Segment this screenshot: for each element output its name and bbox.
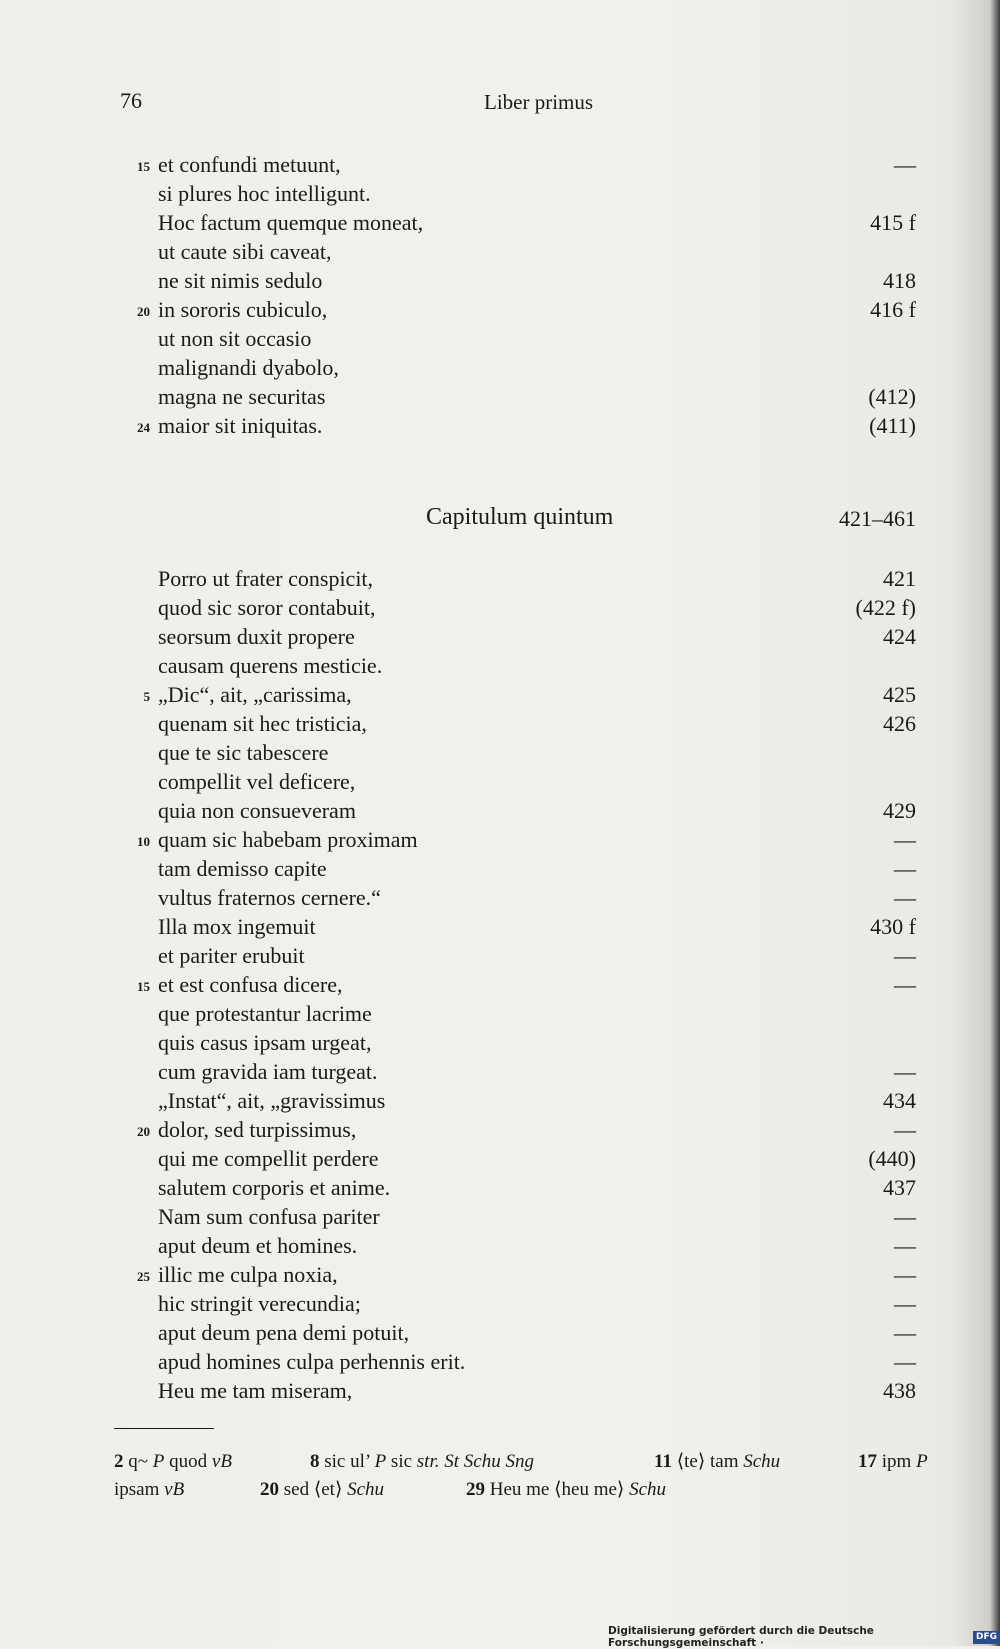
concordance-ref: — (894, 827, 916, 852)
footnote-number: 17 (858, 1451, 877, 1472)
verse-text: in sororis cubiculo, (158, 297, 328, 322)
verse-line (0, 883, 1000, 912)
concordance-ref: 434 (883, 1088, 916, 1113)
verse-text: aput deum et homines. (158, 1233, 358, 1258)
concordance-ref: 437 (883, 1175, 916, 1200)
concordance-ref: 425 (883, 682, 916, 707)
footnote-number: 29 (466, 1479, 485, 1500)
verse-line (0, 970, 1000, 999)
verse-line (0, 738, 1000, 767)
verse-line (0, 1144, 1000, 1173)
footnote-text: sic ul’ (324, 1451, 375, 1472)
concordance-ref: 429 (883, 798, 916, 823)
verse-line (0, 1202, 1000, 1231)
verse-line (0, 1057, 1000, 1086)
line-number: 20 (137, 304, 150, 319)
footnote-text: ipsam (114, 1479, 165, 1500)
verse-text: que te sic tabescere (158, 740, 329, 765)
concordance-ref: — (894, 1320, 916, 1345)
footnote-17 (858, 1448, 928, 1476)
verse-line (0, 1289, 1000, 1318)
footnote-20 (260, 1476, 384, 1504)
line-number: 10 (137, 834, 150, 849)
verse-text: dolor, sed turpissimus, (158, 1117, 357, 1142)
footnote-row (114, 1448, 954, 1476)
verse-text: que protestantur lacrime (158, 1001, 372, 1026)
verse-text: et est confusa dicere, (158, 972, 343, 997)
verse-line (0, 1376, 1000, 1405)
concordance-ref: 415 f (870, 210, 916, 235)
verse-text: qui me compellit perdere (158, 1146, 379, 1171)
verse-text: quam sic habebam proximam (158, 827, 418, 852)
line-number: 20 (137, 1124, 150, 1139)
verse-text: quod sic soror contabuit, (158, 595, 376, 620)
concordance-ref: (422 f) (855, 595, 916, 620)
concordance-ref: — (894, 943, 916, 968)
footnote-29 (466, 1476, 666, 1504)
footnote-number: 2 (114, 1451, 124, 1472)
concordance-ref: — (894, 1059, 916, 1084)
concordance-ref: 421 (883, 566, 916, 591)
verse-text: Nam sum confusa pariter (158, 1204, 380, 1229)
verse-text: malignandi dyabolo, (158, 355, 339, 380)
verse-line (0, 1347, 1000, 1376)
concordance-ref: — (894, 152, 916, 177)
verse-line (0, 825, 1000, 854)
concordance-ref: — (894, 1233, 916, 1258)
concordance-ref: — (894, 1204, 916, 1229)
line-number: 15 (137, 979, 150, 994)
concordance-ref: 416 f (870, 297, 916, 322)
verse-line (0, 295, 1000, 324)
footnote-text: sed ⟨et⟩ (283, 1479, 348, 1500)
line-number: 5 (143, 689, 150, 704)
footnotes (114, 1448, 954, 1504)
verse-text: salutem corporis et anime. (158, 1175, 391, 1200)
concordance-ref: (411) (869, 413, 916, 438)
footnote-siglum: P (148, 1451, 165, 1472)
concordance-ref: (440) (868, 1146, 916, 1171)
concordance-ref: 426 (883, 711, 916, 736)
concordance-ref: — (894, 1117, 916, 1142)
footnote-11 (654, 1448, 780, 1476)
verse-line (0, 999, 1000, 1028)
footnote-text: ipm (881, 1451, 917, 1472)
verse-text: magna ne securitas (158, 384, 326, 409)
line-number: 24 (137, 420, 150, 435)
verse-line (0, 237, 1000, 266)
verse-line (0, 208, 1000, 237)
verse-text: aput deum pena demi potuit, (158, 1320, 410, 1345)
verse-line (0, 382, 1000, 411)
verse-line (0, 1086, 1000, 1115)
verse-line (0, 353, 1000, 382)
verse-line (0, 150, 1000, 179)
verse-line (0, 1231, 1000, 1260)
page-number: 76 (120, 88, 142, 113)
verse-text: „Instat“, ait, „gravissimus (158, 1088, 386, 1113)
footnote-row (114, 1476, 954, 1504)
verse-text: ut non sit occasio (158, 326, 312, 351)
verse-text: maior sit iniquitas. (158, 413, 323, 438)
verse-line (0, 651, 1000, 680)
verse-text: quenam sit hec tristicia, (158, 711, 367, 736)
verse-line (0, 1028, 1000, 1057)
concordance-ref: (412) (868, 384, 916, 409)
footnote-number: 11 (654, 1451, 672, 1472)
verse-line (0, 593, 1000, 622)
digitization-credit (608, 1625, 1000, 1649)
concordance-ref: 430 f (870, 914, 916, 939)
footnote-text: sic (386, 1451, 417, 1472)
footnote-rule (114, 1428, 214, 1429)
verse-text: et pariter erubuit (158, 943, 305, 968)
footnote-siglum: Schu (743, 1451, 781, 1472)
chapter-title: Capitulum quintum (426, 504, 614, 530)
verse-line (0, 411, 1000, 440)
footnote-siglum: vB (211, 1451, 232, 1472)
verse-text: cum gravida iam turgeat. (158, 1059, 378, 1084)
line-number: 25 (137, 1269, 150, 1284)
verse-text: compellit vel deficere, (158, 769, 356, 794)
footnote-2 (114, 1448, 232, 1476)
verse-text: tam demisso capite (158, 856, 327, 881)
footnote-text: q (128, 1451, 138, 1472)
footnote-text: ⟨te⟩ tam (676, 1451, 744, 1472)
chapter-range: 421–461 (839, 506, 916, 531)
dfg-logo: DFG (973, 1631, 1000, 1644)
verse-text: apud homines culpa perhennis erit. (158, 1349, 466, 1374)
concordance-ref: — (894, 1291, 916, 1316)
page-header (0, 88, 1000, 118)
verse-text: Heu me tam miseram, (158, 1378, 353, 1403)
verse-text: ut caute sibi caveat, (158, 239, 332, 264)
line-number: 15 (137, 159, 150, 174)
verse-line (0, 680, 1000, 709)
verse-text: Porro ut frater conspicit, (158, 566, 374, 591)
footnote-siglum: vB (164, 1479, 185, 1500)
verse-line (0, 767, 1000, 796)
footnote-number: 8 (310, 1451, 320, 1472)
verse-text: si plures hoc intelligunt. (158, 181, 371, 206)
verse-line (0, 1115, 1000, 1144)
verse-text: illic me culpa noxia, (158, 1262, 338, 1287)
verse-text: Hoc factum quemque moneat, (158, 210, 424, 235)
footnote-text: Heu me ⟨heu me⟩ (489, 1479, 630, 1500)
concordance-ref: — (894, 856, 916, 881)
verse-line (0, 266, 1000, 295)
concordance-ref: 438 (883, 1378, 916, 1403)
credit-text: Digitalisierung gefördert durch die Deutsche Forschungsgemeinschaft · (608, 1625, 874, 1649)
footnote-siglum: Schu (347, 1479, 385, 1500)
verse-line (0, 622, 1000, 651)
verse-line (0, 796, 1000, 825)
footnote-siglum: str. St Schu Sng (416, 1451, 534, 1472)
footnote-17-continued (114, 1476, 184, 1504)
verse-line (0, 1173, 1000, 1202)
verse-text: „Dic“, ait, „carissima, (158, 682, 352, 707)
verse-line (0, 709, 1000, 738)
verse-text: quis casus ipsam urgeat, (158, 1030, 372, 1055)
verse-line (0, 179, 1000, 208)
verse-line (0, 1260, 1000, 1289)
verse-text: Illa mox ingemuit (158, 914, 316, 939)
verse-line (0, 564, 1000, 593)
concordance-ref: — (894, 1262, 916, 1287)
verse-line (0, 854, 1000, 883)
concordance-ref: — (894, 885, 916, 910)
concordance-ref: 424 (883, 624, 916, 649)
concordance-ref: — (894, 1349, 916, 1374)
abbreviation-mark: ~ (137, 1451, 149, 1472)
verse-line (0, 324, 1000, 353)
footnote-number: 20 (260, 1479, 279, 1500)
verse-text: quia non consueveram (158, 798, 356, 823)
chapter-heading (0, 504, 1000, 536)
verse-text: vultus fraternos cernere.“ (158, 885, 381, 910)
verse-line (0, 941, 1000, 970)
verse-line (0, 1318, 1000, 1347)
verse-text: causam querens mesticie. (158, 653, 383, 678)
verse-line (0, 912, 1000, 941)
concordance-ref: 418 (883, 268, 916, 293)
verse-text: et confundi metuunt, (158, 152, 341, 177)
verse-text: ne sit nimis sedulo (158, 268, 323, 293)
footnote-8 (310, 1448, 534, 1476)
verse-text: seorsum duxit propere (158, 624, 355, 649)
concordance-ref: — (894, 972, 916, 997)
verse-text: hic stringit verecundia; (158, 1291, 361, 1316)
running-head: Liber primus (484, 90, 594, 114)
footnote-siglum: P (916, 1451, 928, 1472)
footnote-text: quod (164, 1451, 212, 1472)
footnote-siglum: Schu (629, 1479, 667, 1500)
footnote-siglum: P (374, 1451, 387, 1472)
